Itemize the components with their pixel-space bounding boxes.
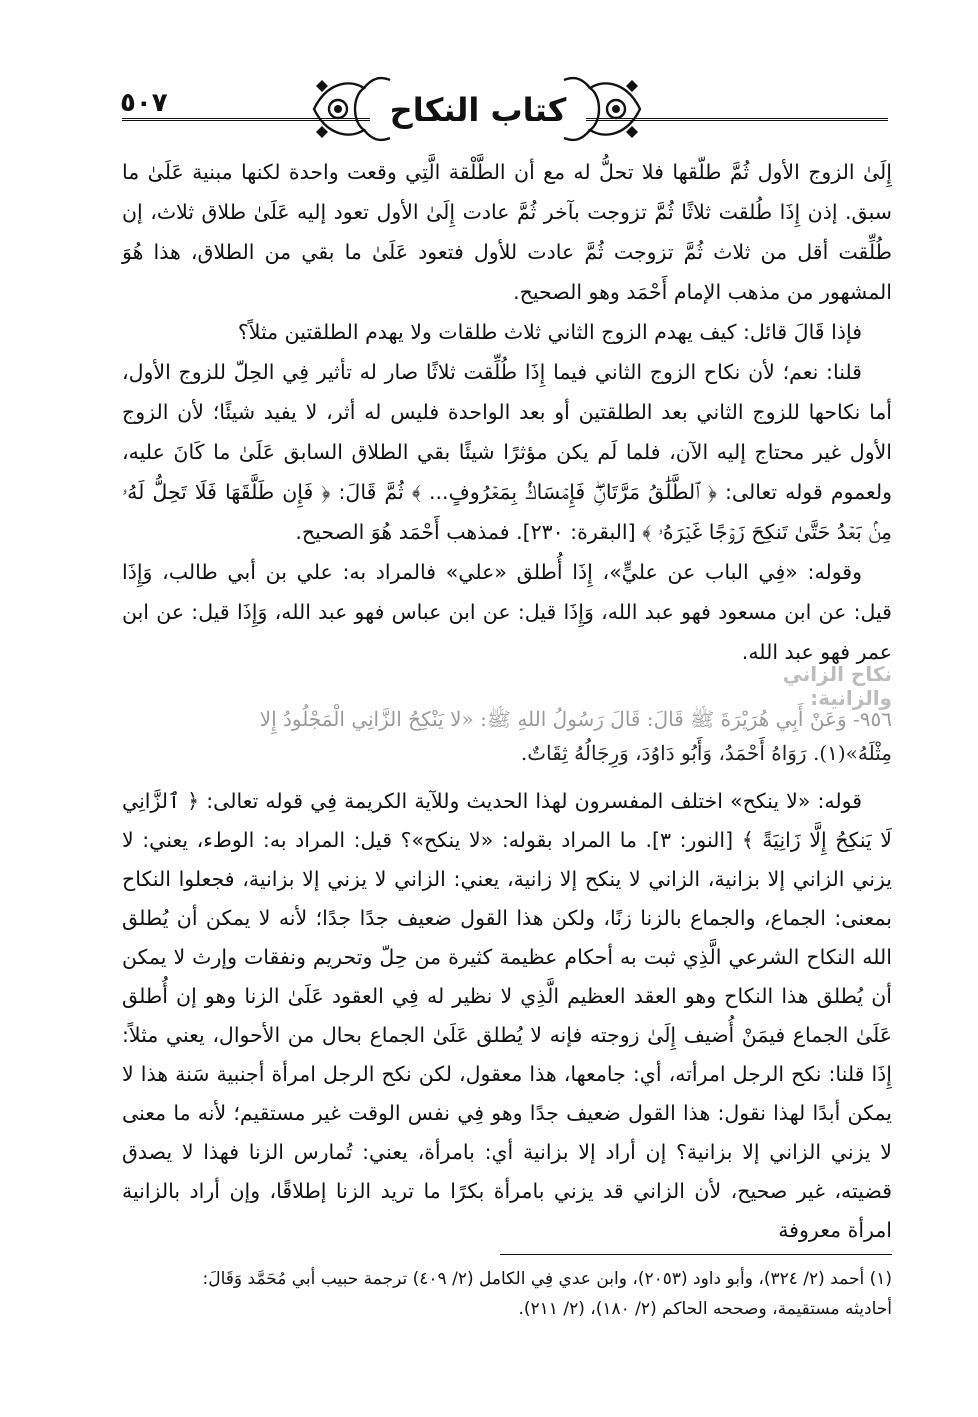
main-text <box>122 152 892 672</box>
book-title: كتاب النكاح <box>370 88 586 132</box>
hadith-text <box>122 702 892 770</box>
paragraph: فإذا قَالَ قائل: كيف يهدم الزوج الثاني ثلاث طلقات ولا يهدم الطلقتين مثلاً؟ <box>237 320 862 344</box>
hadith-line: ٩٥٦- وَعَنْ أَبِي هُرَيْرَةَ ﷺ قَالَ: قَالَ رَسُولُ اللهِ ﷺ: «لا يَنْكِحُ الزَّانِي الْمَجْلُودُ إِلا <box>259 707 892 731</box>
paragraph: إِلَىٰ الزوج الأول ثُمَّ طلّقها فلا تحلُّ له مع أن الطَّلْقة الَّتِي وقعت واحدة لكنها مبنية عَلَىٰ ما سبق. إذن إِذَا طُلقت ثلاثًا ثُمَّ تزوجت بآخر ثُمَّ عادت إِلَىٰ الأول تعود إليه عَلَىٰ طلاق ثلاث، إن طُلِّقت أقل من ثلاث ثُمَّ تزوجت ثُمَّ عادت للأول فتعود عَلَىٰ ما بقي من الطلاق، هذا هُوَ المشهور من مذهب الإمام أَحْمَد وهو الصحيح. <box>122 160 892 304</box>
footnotes <box>122 1264 892 1324</box>
page-number: ٥٠٧ <box>120 88 168 118</box>
hadith-line: مِثْلَهُ»(١). رَوَاهُ أَحْمَدُ، وَأَبُو دَاوُدَ، وَرِجَالُهُ ثِقَاتٌ. <box>520 741 892 765</box>
paragraph: وقوله: «فِي الباب عن عليٍّ»، إِذَا أُطلق «علي» فالمراد به: علي بن أبي طالب، وَإِذَا قيل: عن ابن مسعود فهو عبد الله، وَإِذَا قيل: عن ابن عباس فهو عبد الله، وَإِذَا قيل: عن ابن عمر فهو عبد الله. <box>122 560 892 664</box>
footnote: (١) أحمد (٢/ ٣٢٤)، وأبو داود (٢٠٥٣)، وابن عدي فِي الكامل (٢/ ٤٠٩) ترجمة حبيب أبي مُحَمَّد وَقَالَ: <box>202 1269 892 1289</box>
footnote-separator <box>500 1254 892 1255</box>
footnote: أحاديثه مستقيمة، وصححه الحاكم (٢/ ١٨٠)، (٢/ ٢١١). <box>518 1299 892 1319</box>
paragraph: قوله: «لا ينكح» اختلف المفسرون لهذا الحديث وللآية الكريمة فِي قوله تعالى: ﴿ ٱلزَّانِي لَا يَنكِحُ إِلَّا زَانِيَةً ﴾ [النور: ٣]. ما المراد بقوله: «لا ينكح»؟ قيل: المراد به: الوطء، يعني: لا يزني الزاني إلا بزانية، الزاني لا ينكح إلا زانية، يعني: الزاني لا يزني إلا بزانية، فجعلوا النكاح بمعنى: الجماع، والجماع بالزنا زنًا، ولكن هذا القول ضعيف جدًا جدًا؛ لأنه لا يمكن أن يُطلق الله النكاح الشرعي الَّذِي ثبت به أحكام عظيمة كثيرة من حِلّ وتحريم ونفقات وإرث لا يمكن أن يُطلق هذا النكاح وهو العقد العظيم الَّذِي لا نظير له فِي العقود عَلَىٰ الزنا وهو إن أُطلق عَلَىٰ الجماع فيمَنْ أُضيف إِلَىٰ زوجته فإنه لا يُطلق عَلَىٰ الجماع بحال من الأحوال، يعني مثلاً: إِذَا قلنا: نكح الرجل امرأته، أي: جامعها، هذا معقول، لكن نكح الرجل امرأة أجنبية سَنة هذا لا يمكن أبدًا لهذا نقول: هذا القول ضعيف جدًا وهو فِي نفس الوقت غير مستقيم؛ لأنه ما معنى لا يزني الزاني إلا بزانية؟ إن أراد إلا بزانية أي: بامرأة، يعني: تُمارس الزنا فهذا لا يصدق قضيته، غير صحيح، لأن الزاني قد يزني بامرأة بكرًا ما تريد الزنا إطلاقًا، وإن أراد بالزانية امرأة معروفة <box>122 789 892 1242</box>
commentary-text <box>122 782 892 1250</box>
section-heading: نكاح الزاني والزانية: <box>782 662 892 710</box>
paragraph: قلنا: نعم؛ لأن نكاح الزوج الثاني فيما إِذَا طُلِّقت ثلاثًا صار له تأثير فِي الحِلّ للزوج الأول، أما نكاحها للزوج الثاني بعد الطلقتين أو بعد الواحدة فليس له أثر، لا يفيد شيئًا؛ لأن الزوج الأول غير محتاج إليه الآن، فلما لَم يكن مؤثرًا شيئًا بقي الطلاق السابق عَلَىٰ ما كَانَ عليه، ولعموم قوله تعالى: ﴿ ٱلطَّلَٰقُ مَرَّتَانِۖ فَإِمۡسَاكُۢ بِمَعۡرُوفٍ... ﴾ ثُمَّ قَالَ: ﴿ فَإِن طَلَّقَهَا فَلَا تَحِلُّ لَهُۥ مِنۢ بَعۡدُ حَتَّىٰ تَنكِحَ زَوۡجًا غَيۡرَهُۥ ﴾ [البقرة: ٢٣٠]. فمذهب أَحْمَد هُوَ الصحيح. <box>122 360 892 544</box>
